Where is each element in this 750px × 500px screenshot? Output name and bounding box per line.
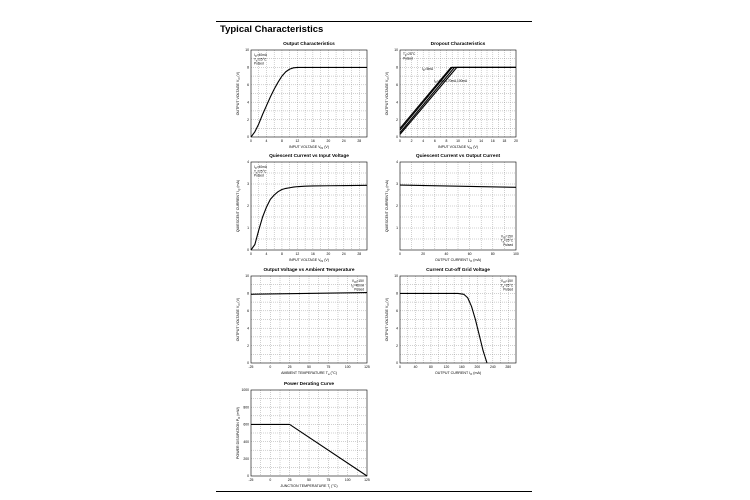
y-tick-label: 4 [396,326,398,331]
x-tick-label: 80 [490,252,495,256]
x-tick-label: 0 [269,365,272,369]
x-axis-label: INPUT VOLTAGE $V_{IN}$ (V) [288,145,330,150]
y-tick-label: 0 [396,135,398,140]
chart-3 [236,153,367,263]
y-tick-label: 4 [396,160,398,165]
x-tick-label: 0 [250,139,252,143]
y-tick-label: 400 [243,439,249,444]
annotation: $T_a=25^\circ C$ [403,52,416,57]
x-tick-label: 24 [341,139,346,143]
y-tick-label: 4 [247,160,249,165]
chart-title: Dropout Characteristics [430,42,486,47]
x-tick-label: 4 [422,139,425,143]
y-tick-label: 600 [243,422,249,427]
y-tick-label: 10 [394,48,398,53]
x-tick-label: 10 [456,139,460,143]
annotation: Pulsed [254,61,264,66]
x-tick-label: 20 [421,252,426,256]
x-tick-label: 28 [357,252,362,256]
x-tick-label: 4 [265,252,268,256]
y-tick-label: 8 [396,291,398,296]
y-tick-label: 8 [396,65,398,70]
chart-title: Quiescent Current vs Input Voltage [269,154,349,159]
y-tick-label: 1 [396,226,398,231]
x-tick-label: 240 [489,365,496,369]
x-tick-label: 80 [429,365,433,369]
y-tick-label: 4 [396,100,398,105]
y-axis-label: OUTPUT VOLTAGE $V_O$ (V) [385,71,390,116]
x-tick-label: 6 [433,139,436,143]
annotation: $T_a=25^\circ C$ [500,238,513,244]
x-tick-label: 25 [287,478,292,482]
x-axis-label: INPUT VOLTAGE $V_{IN}$ (V) [437,145,479,150]
y-tick-label: 800 [243,405,249,410]
y-tick-label: 10 [245,48,249,53]
y-tick-label: 6 [396,83,398,87]
annotation: $I_O=5mA$ [422,67,434,72]
annotation: $T_a=25^\circ C$ [254,57,267,63]
y-tick-label: 2 [396,343,398,348]
annotation: $I_O=40mA$ [351,283,364,289]
x-tick-label: 12 [467,139,472,143]
y-tick-label: 2 [247,117,249,122]
x-tick-label: 50 [307,478,311,482]
chart-6 [385,267,516,376]
x-tick-label: 8 [445,139,448,143]
y-tick-label: 6 [247,83,249,87]
x-tick-label: 20 [326,139,331,143]
y-tick-label: 0 [247,248,249,253]
y-tick-label: 10 [245,274,249,279]
chart-4 [385,153,519,263]
x-tick-label: 4 [265,139,268,143]
annotation: $I_O=40mA$ [254,53,267,58]
x-tick-label: -25 [248,365,254,369]
x-tick-label: 100 [344,478,351,482]
grid [400,50,516,137]
x-tick-label: 0 [269,478,272,482]
x-tick-label: 2 [410,139,413,143]
x-tick-label: 0 [250,252,252,256]
y-tick-label: 2 [247,343,249,348]
y-tick-label: 8 [247,291,249,296]
x-tick-label: 0 [399,365,401,369]
x-tick-label: 16 [310,252,315,256]
x-axis-label: OUTPUT CURRENT $I_O$ (mA) [434,258,482,263]
x-axis-label: AMBIENT TEMPERATURE $T_a$ (°C) [281,371,337,376]
grid [251,50,367,137]
x-tick-label: 24 [341,252,346,256]
x-tick-label: 160 [459,365,465,369]
x-tick-label: 20 [326,252,331,256]
chart-title: Current Cut-off Grid Voltage [426,268,490,273]
y-tick-label: 10 [394,274,398,279]
y-tick-label: 2 [396,204,398,209]
y-tick-label: 200 [243,457,249,461]
x-tick-label: 16 [310,139,315,143]
x-tick-label: 40 [413,365,418,369]
x-tick-label: 125 [364,478,370,482]
y-tick-label: 3 [396,182,398,187]
y-tick-label: 6 [247,309,249,313]
x-tick-label: 60 [467,252,472,256]
y-tick-label: 0 [396,361,398,366]
x-tick-label: 75 [326,365,331,369]
x-tick-label: 28 [357,139,362,143]
x-tick-label: 12 [295,139,300,143]
chart-1 [236,41,367,150]
series-line-1 [400,293,487,363]
chart-title: Power Derating Curve [283,382,335,387]
x-tick-label: -25 [248,478,254,482]
annotation: Pulsed [354,287,364,292]
annotation: $T_a=25^\circ C$ [254,169,267,175]
chart-title: Quiescent Current vs Output Current [415,154,501,159]
x-tick-label: 14 [479,139,484,143]
y-axis-label: QUIESCENT CURRENT $I_Q$ (mA) [236,179,241,233]
x-tick-label: 20 [514,139,518,143]
annotation: $I_O=40mA,70mA,100mA$ [434,79,468,84]
x-tick-label: 100 [513,252,519,256]
grid [400,162,516,250]
y-axis-label: POWER DISSIPATION $P_D$ (mW) [236,407,241,459]
x-tick-label: 50 [307,365,311,369]
grid [251,390,367,476]
annotation: $V_{IN}=15V$ [351,279,364,284]
y-tick-label: 0 [247,474,249,479]
annotation: $I_O=40mA$ [254,165,267,170]
x-tick-label: 25 [287,365,292,369]
grid [251,276,367,363]
grid [400,276,516,363]
x-tick-label: 8 [280,139,283,143]
annotation: Pulsed [503,287,513,292]
y-tick-label: 4 [247,326,249,331]
x-axis-label: INPUT VOLTAGE $V_{IN}$ (V) [288,258,330,263]
x-tick-label: 0 [399,252,401,256]
x-axis-label: JUNCTION TEMPERATURE $T_j$ (°C) [280,484,338,489]
chart-title: Output Characteristics [283,42,335,47]
x-tick-label: 16 [490,139,495,143]
x-axis-label: OUTPUT CURRENT $I_O$ (mA) [434,371,482,376]
annotation: Pulsed [503,243,513,247]
x-tick-label: 18 [502,139,507,143]
y-tick-label: 0 [247,361,249,366]
y-tick-label: 3 [247,182,249,187]
y-axis-label: OUTPUT VOLTAGE $V_O$ (V) [385,297,390,342]
y-tick-label: 1 [247,226,249,231]
x-tick-label: 200 [474,365,481,369]
y-tick-label: 8 [247,65,249,70]
x-tick-label: 12 [295,252,300,256]
annotation: Pulsed [403,56,413,61]
x-tick-label: 40 [444,252,449,256]
chart-2 [385,41,518,150]
x-tick-label: 125 [364,365,370,369]
y-axis-label: QUIESCENT CURRENT $I_Q$ (mA) [385,179,390,233]
annotation: $T_a=25^\circ C$ [500,283,513,289]
chart-title: Output Voltage vs Ambient Temperature [263,268,355,273]
annotation: $V_{IN}=15V$ [500,279,513,284]
y-tick-label: 6 [396,309,398,313]
x-tick-label: 280 [505,365,512,369]
x-tick-label: 0 [399,139,401,143]
x-tick-label: 8 [280,252,283,256]
page-title: Typical Characteristics [220,24,324,35]
x-tick-label: 100 [344,365,351,369]
y-tick-label: 0 [247,135,249,140]
x-tick-label: 75 [326,478,331,482]
x-tick-label: 120 [443,365,450,369]
chart-5 [236,267,370,376]
grid [251,162,367,250]
y-tick-label: 1000 [241,388,249,393]
y-tick-label: 2 [247,204,249,209]
y-axis-label: OUTPUT VOLTAGE $V_O$ (V) [236,71,241,116]
annotation: Pulsed [254,173,264,178]
y-axis-label: OUTPUT VOLTAGE $V_O$ (V) [236,297,241,342]
y-tick-label: 2 [396,117,398,122]
y-tick-label: 4 [247,100,249,105]
chart-7 [236,381,370,489]
annotation: $V_{IN}=15V$ [500,234,513,240]
